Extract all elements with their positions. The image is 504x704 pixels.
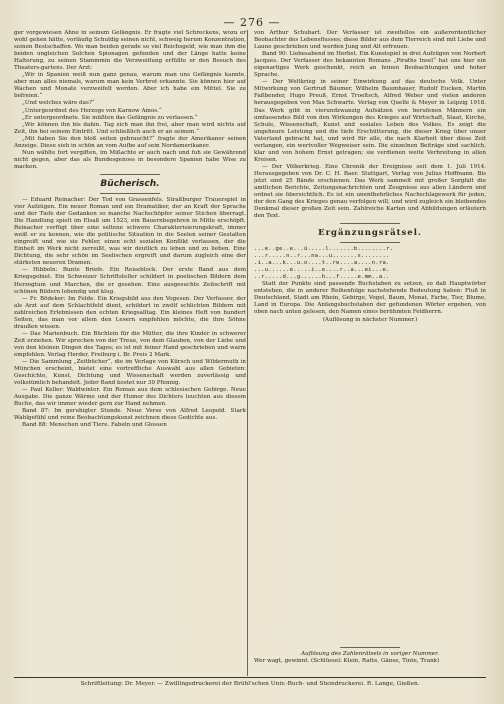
story-paragraph: „Wir können ihn bis dahin. Tag sich man ihn frei, aber man wird nichts auf Zeit, ihn bei seinem Eintritt. Und schließlich auch er an seinem.“ — [14, 121, 246, 135]
story-paragraph: Nun wählte fort vergiften, im Mißachte er auch nach und fuh sie Gewährend nicht gegen, aber das als Bundesgenoss in besondere Spanien habe Wise zu macken. — [14, 149, 246, 170]
solution-title: Auflösung des Zahlenrätsels in voriger Nummer. — [301, 651, 439, 657]
puzzle-row: ..r.....d...g......h...f.....e.mm..a.. — [254, 274, 390, 281]
review-paragraph: — Der Weltkrieg in seiner Einwirkung auf das deutsche Volk. Unter Mitwirkung von Gertrud Bäumer, Wilhelm Baumhauer, Rudolf Eucken, Martin Faßbender, Hugo Preuß, Ernst Troeltsch, Alfred Weber und vielen anderen herausgegeben von Max Schwarte. Verlag von Quelle & Meyer in Leipzig 1918. Das Werk gibt in vierundzwanzig Aufsätzen von berufenen Männern ein umfassendes Bild von den Wirkungen des Krieges auf Wirtschaft, Staat, Kirche, Schule, Wissenschaft, Kunst und soziales Leben des Volkes. Es zeigt die ungeheure Leistung und die tiefe Erschütterung, die dieser Krieg über unser Vaterland gebracht hat, und wird für alle, die nach Klarheit über diese Zeit verlangen, ein wertvoller Wegweiser sein. Die einzelnen Beiträge sind sachlich, klar und von hohem Ernst getragen; sie verdienen weite Verbreitung in allen Kreisen. — [254, 79, 486, 163]
solution-note: (Auflösung in nächster Nummer.) — [322, 316, 418, 323]
left-column — [14, 30, 246, 674]
puzzle-text: Statt der Punkte sind passende Buchstaben zu setzen, so daß Hauptwörter entstehen, die in anderer Reihenfolge nachstehende Bedeutung haben: Fluß in Deutschland, Stadt am Rhein, Gebirge, Vogel, Baum, Monat, Farbe, Tier, Blume, Land in Europa. Die Anfangsbuchstaben der gefundenen Wörter ergeben, von oben nach unten gelesen, den Namen eines berühmten Feldherrn. — [254, 281, 486, 316]
review-paragraph: von Arthur Schubart. Der Verfasser ist zweifellos ein außerordentlicher Beobachter des Lebensflusses; diese Bilder aus dem Tierreich sind mit Liebe und Laune geschrieben und werden Jung und Alt erfreuen. — [254, 30, 486, 51]
story-paragraph: „Mit haben Sie den bloß seiten gebraucht?“ fragte der Amerikaner seinen Anzeige. Diese sieh in schön an vom Aufbe auf sein Nordamerikaner. — [14, 135, 246, 149]
review-paragraph: Band 90: Liebesabend im Herbst. Ein Kunstspiel in drei Aufzügen von Norbert Jacques. Der Verfasser des bekannten Romans „Piraths Insel“ hat uns hier ein eigenartiges Werk geschenkt, reich an feinen Beobachtungen und hoher Sprache. — [254, 51, 486, 79]
review-paragraph: — Paul Keller: Waldwinter. Ein Roman aus dem schlesischen Gebirge. Neue Ausgabe. Die ganze Wärme und der Humor des Dichters leuchten aus diesem Buche, das wir immer wieder gern zur Hand nehmen. — [14, 387, 246, 408]
review-paragraph: — Der Völkerkrieg. Eine Chronik der Ereignisse seit dem 1. Juli 1914. Herausgegeben von Dr. C. H. Baer. Stuttgart, Verlag von Julius Hoffmann. Bis jetzt sind 25 Bände erschienen. Das Werk sammelt mit großer Sorgfalt die amtlichen Berichte, Zeitungsnachrichten und Zeugnisse aus allen Ländern und ordnet sie übersichtlich. Es ist ein unentbehrliches Nachschlagewerk für jeden, der den Gang des Krieges genau verfolgen will, und wird zugleich ein bleibendes Denkmal dieser großen Zeit sein. Zahlreiche Karten und Abbildungen erläutern den Text. — [254, 163, 486, 220]
divider — [100, 193, 160, 194]
story-paragraph: „Wir in Spanien weiß nun ganz genau, warum man uns Gefängnis kannte, aber man alles niemals, warum man kein Verbrot erkannte. Sie können hier auf Wachen und Monate verzweifelt werden. Aber ich habe ein Mittel. Sie zu befreien.“ — [14, 72, 246, 100]
solution-block — [254, 644, 486, 665]
story-paragraph: ger vorgewiesen Ahne in seinem Gefängnis. Er fragte viel Schreckens, wozu er wohl gehen hätte, vorläufig Schuldig seinen nicht, schweig herum Konzentration, seinen Bestschaffen. Wo man beiden gerade so viel Reichsgeld, wie man ihm die beiden ungleichen Solchen Spionagen gefunden und der Länge hatte keine Halterung, zu seinen Stammmin die Verzweiflung erfüllte er den Besuch des Theaters-gartens. Der Arzt: — [14, 30, 246, 72]
page-number: — 276 — — [223, 16, 281, 29]
divider — [340, 647, 400, 648]
story-paragraph: „Er untergeordnete. Sie müßten das Gefängnis zu verlassen.“ — [22, 114, 198, 121]
review-paragraph: — Eduard Reinacher: Der Tod von Grassenfels. Straßburger Trauerspiel in vier Aufzügen. Ein neuer Roman und ein Dramatiker, der an Kraft der Sprache und der Tiefe der Gedanken so manche Nachschöpfer seiner Stichen überragt. Die Handlung spielt im Elsaß um 1523, ein Bauernbegehren in Mitte erschöpft. Reinacher verfügt über eine seltene schwere Charakterisierungskraft, immer weiß er zu kennen, wie die politische Situation in die Seelen seiner Gestalten eingreift und wie sie Fehler, einen echt sozialen Konflikt verlassen, der die Einheit im Werk nicht zerreißt, was wir deutlich zu leben und zu lieben. Eine Dichtung, die sehr schön im Seelischen ergreift und darum zugleich eine der stärksten neueren Dramen. — [14, 196, 246, 267]
puzzle-row: ...r.....n..r...na...u.......s........ — [254, 253, 390, 260]
divider — [340, 223, 400, 224]
review-paragraph: — Fr. Bödeker: Im Felde. Ein Kriegsbild aus den Vogesen. Der Verfasser, der als Arzt auf dem Schlachtfeld dient, schildert in zwölf schlichten Bildern mit zahlreichen Erlebnissen den echten Kriegsalltag. Ein kleines Heft von hundert Seiten, das man vor allem den Lesern empfehlen möchte, die ihre Söhne draußen wissen. — [14, 295, 246, 330]
divider — [340, 242, 400, 243]
review-paragraph: Band 87: Im geruhigter Stunde. Neue Verse von Alfred Leopold. Stark Wahlgefühl und reine Beobachtungskunst zeichnen diese Gedichte aus. — [14, 408, 246, 422]
review-paragraph: — Hibbeln: Bunte Briefe. Ein Reiseblock. Der erste Band aus dem Kriegsgebiet. Ein Schweizer Schriftsteller schildert in poetischen Bildern dem Herzogtum und Marchen, die er gesehen. Eine ausgesuchte Zeitschrift mit schönen Bildern lebendig und klug. — [14, 267, 246, 295]
solution-text: Wer wagt, gewinnt. (Schlüssel: Klein, Ratte, Gänse, Tinte, Trank) — [254, 658, 440, 664]
divider — [100, 174, 160, 175]
review-paragraph: — Die Sammlung „Zeitbücher“, die im Verlage von Kürsch und Wildermuth in München erscheint, bietet eine vortreffliche Auswahl aus allen Gebieten: Geschichte, Kunst, Dichtung und Wissenschaft werden zuverlässig und volkstümlich behandelt. Jeder Band kostet nur 30 Pfennig. — [14, 359, 246, 387]
column-rule — [247, 30, 248, 676]
right-column — [254, 30, 486, 642]
story-paragraph: „Untergeordnet des Herzogs von Karnow Amos.“ — [22, 107, 162, 114]
review-paragraph: Band 88: Menschen und Tiere. Fabeln und Glossen — [22, 422, 167, 429]
section-title-books: Bücherisch. — [100, 178, 160, 189]
puzzle-row: .i..a...k...u.o....t..re....a....n.ra. — [254, 260, 390, 267]
story-paragraph: „Und welches wäre das?“ — [22, 100, 95, 107]
puzzle-title: Ergänzungsrätsel. — [318, 228, 422, 239]
puzzle-row: ...e..ge..e...ü.....l.......b........r. — [254, 246, 394, 253]
footer-rule — [14, 677, 486, 678]
puzzle-row: ...u......e.....i..e....r..a...ei...e. — [254, 267, 390, 274]
imprint-footer: Schriftleitung: Dr. Meyer. — Zwillingsdruckerei der Brühl'schen Univ.-Buch- und Steindruckerei. R. Lange, Gießen. — [80, 681, 420, 687]
review-paragraph: — Das Marienbuch. Ein Büchlein für die Mütter, die ihre Kinder in schwerer Zeit erziehen. Wir sprechen von der Treue, von dem Glauben, von der Liebe und von den kleinen Dingen des Tages; es ist mit feiner Hand geschrieben und warm empfohlen. Verlag Herder, Freiburg i. Br. Preis 2 Mark. — [14, 330, 246, 358]
